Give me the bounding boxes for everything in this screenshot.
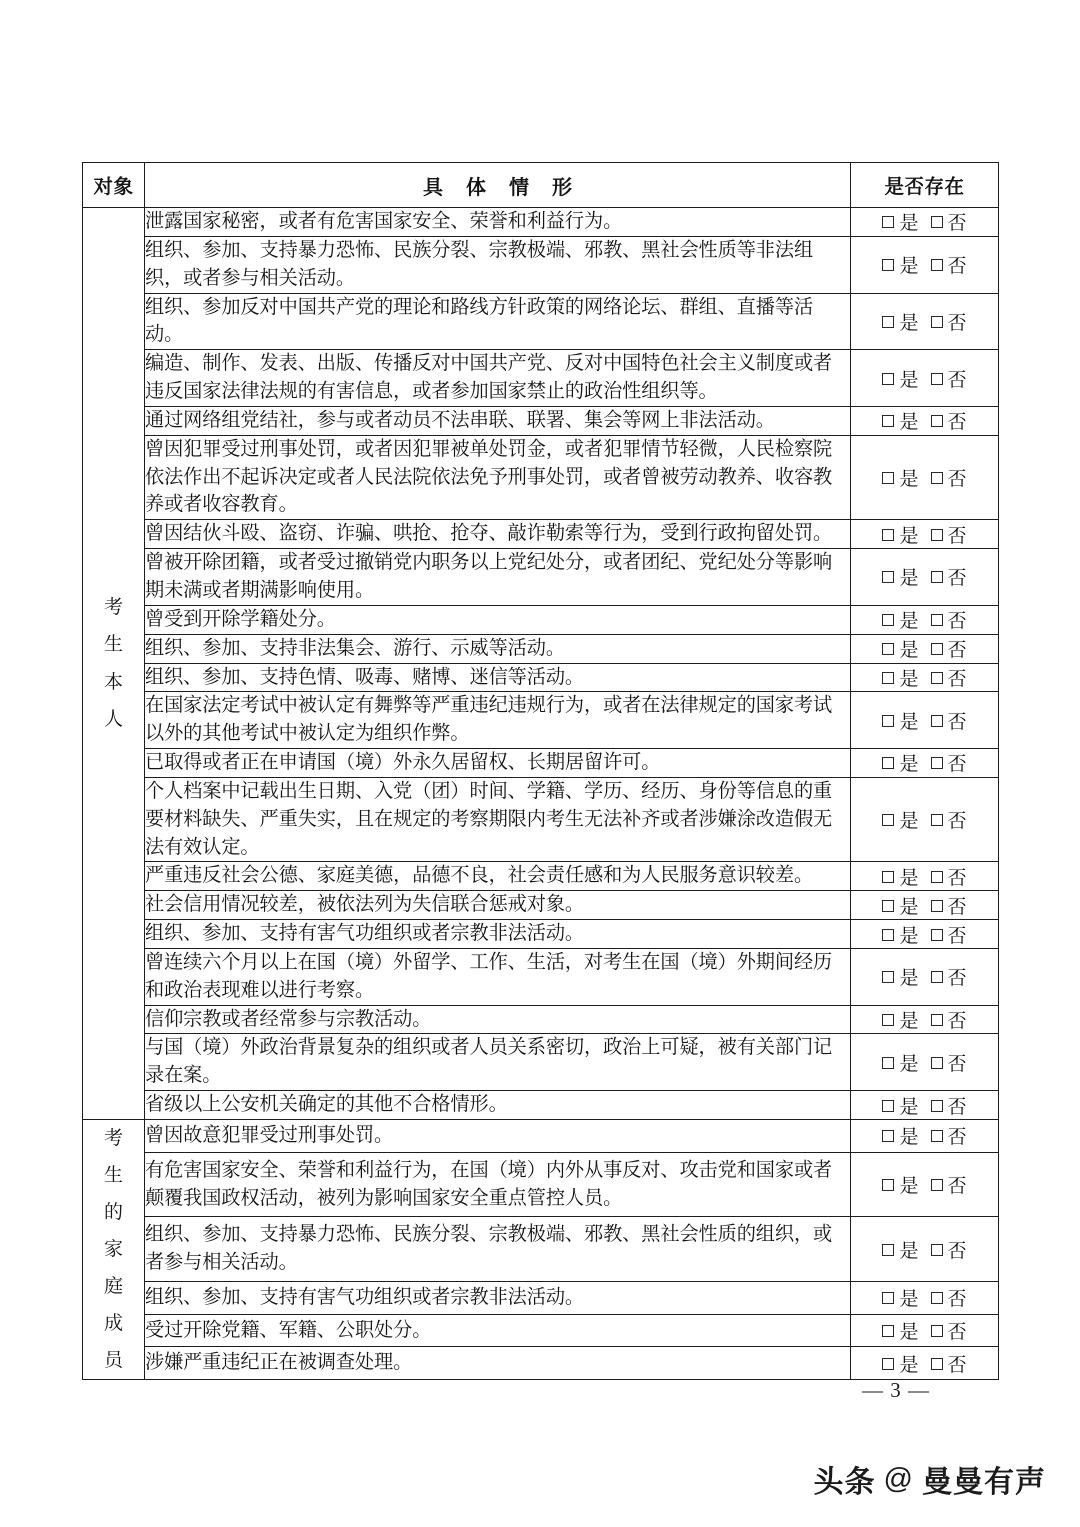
option-label-no: 否 <box>947 256 967 278</box>
option-label-yes: 是 <box>899 711 919 733</box>
option-label-yes: 是 <box>899 668 919 690</box>
answer-option-yes[interactable] <box>882 308 918 335</box>
table-row <box>83 663 999 692</box>
option-label-yes: 是 <box>899 1053 919 1075</box>
answer-option-yes[interactable] <box>882 892 918 919</box>
table-row <box>83 777 999 862</box>
answer-cell <box>851 634 999 663</box>
table-row <box>83 862 999 891</box>
answer-option-no[interactable] <box>931 464 967 491</box>
option-label-yes: 是 <box>899 568 919 590</box>
checkbox-no-icon[interactable] <box>931 316 943 328</box>
answer-option-yes[interactable] <box>882 407 918 434</box>
checkbox-no-icon[interactable] <box>931 1130 943 1142</box>
watermark-account: 曼曼有声 <box>922 1466 1046 1499</box>
condition-text: 省级以上公安机关确定的其他不合格情形。 <box>145 1091 851 1120</box>
checkbox-yes-icon[interactable] <box>882 814 894 826</box>
answer-option-no[interactable] <box>931 208 967 235</box>
option-label-no: 否 <box>947 1096 967 1118</box>
table-row <box>83 1005 999 1034</box>
answer-option-no[interactable] <box>931 1092 967 1119</box>
answer-cell <box>851 1034 999 1091</box>
option-label-yes: 是 <box>899 369 919 391</box>
table-row <box>83 891 999 920</box>
option-label-no: 否 <box>947 1289 967 1311</box>
answer-option-yes[interactable] <box>882 863 918 890</box>
answer-cell <box>851 1005 999 1034</box>
answer-option-no[interactable] <box>931 1122 967 1149</box>
answer-cell <box>851 350 999 407</box>
option-label-yes: 是 <box>899 896 919 918</box>
condition-text: 与国（境）外政治背景复杂的组织或者人员关系密切，政治上可疑，被有关部门记录在案。 <box>145 1034 851 1091</box>
condition-text: 组织、参加、支持有害气功组织或者宗教非法活动。 <box>145 1281 851 1314</box>
answer-option-yes[interactable] <box>882 464 918 491</box>
option-label-yes: 是 <box>899 256 919 278</box>
answer-option-yes[interactable] <box>882 963 918 990</box>
answer-option-yes[interactable] <box>882 1350 918 1377</box>
condition-text: 曾受到开除学籍处分。 <box>145 605 851 634</box>
checkbox-yes-icon[interactable] <box>882 1292 894 1304</box>
answer-cell <box>851 862 999 891</box>
table-row <box>83 1347 999 1380</box>
answer-cell <box>851 891 999 920</box>
option-label-no: 否 <box>947 412 967 434</box>
option-label-no: 否 <box>947 711 967 733</box>
condition-text: 组织、参加、支持非法集会、游行、示威等活动。 <box>145 634 851 663</box>
option-label-yes: 是 <box>899 640 919 662</box>
answer-option-no[interactable] <box>931 251 967 278</box>
option-label-yes: 是 <box>899 312 919 334</box>
answer-option-no[interactable] <box>931 1350 967 1377</box>
answer-option-no[interactable] <box>931 1236 967 1263</box>
checkbox-no-icon[interactable] <box>931 1325 943 1337</box>
answer-option-yes[interactable] <box>882 251 918 278</box>
checkbox-yes-icon[interactable] <box>882 316 894 328</box>
answer-option-no[interactable] <box>931 664 967 691</box>
condition-text: 通过网络组党结社，参与或者动员不法串联、联署、集会等网上非法活动。 <box>145 406 851 435</box>
table-row <box>83 1152 999 1217</box>
answer-option-yes[interactable] <box>882 606 918 633</box>
option-label-yes: 是 <box>899 525 919 547</box>
table-row <box>83 749 999 778</box>
option-label-no: 否 <box>947 1240 967 1262</box>
table-row <box>83 435 999 520</box>
condition-text: 组织、参加、支持有害气功组织或者宗教非法活动。 <box>145 920 851 949</box>
table-row <box>83 634 999 663</box>
option-label-yes: 是 <box>899 1011 919 1033</box>
checkbox-no-icon[interactable] <box>931 971 943 983</box>
option-label-yes: 是 <box>899 1322 919 1344</box>
answer-cell <box>851 520 999 549</box>
checkbox-no-icon[interactable] <box>931 871 943 883</box>
watermark-brand: 头条 <box>813 1466 876 1499</box>
option-label-no: 否 <box>947 1011 967 1033</box>
answer-option-no[interactable] <box>931 635 967 662</box>
option-label-no: 否 <box>947 213 967 235</box>
table-row <box>83 350 999 407</box>
condition-text: 严重违反社会公德、家庭美德，品德不良，社会责任感和为人民服务意识较差。 <box>145 862 851 891</box>
condition-text: 曾被开除团籍，或者受过撤销党内职务以上党纪处分，或者团纪、党纪处分等影响期未满或者期满影响使用。 <box>145 549 851 606</box>
checkbox-yes-icon[interactable] <box>882 672 894 684</box>
option-label-yes: 是 <box>899 754 919 776</box>
checkbox-no-icon[interactable] <box>931 1014 943 1026</box>
answer-option-no[interactable] <box>931 863 967 890</box>
table-header-row <box>83 163 999 208</box>
answer-cell <box>851 435 999 520</box>
table-row <box>83 1217 999 1282</box>
answer-option-no[interactable] <box>931 1171 967 1198</box>
answer-cell <box>851 208 999 237</box>
checkbox-yes-icon[interactable] <box>882 715 894 727</box>
table-row <box>83 520 999 549</box>
condition-text: 已取得或者正在申请国（境）外永久居留权、长期居留许可。 <box>145 749 851 778</box>
option-label-no: 否 <box>947 896 967 918</box>
condition-text: 有危害国家安全、荣誉和利益行为，在国（境）内外从事反对、攻击党和国家或者颠覆我国政权活动，被列为影响国家安全重点管控人员。 <box>145 1152 851 1217</box>
answer-option-no[interactable] <box>931 707 967 734</box>
option-label-no: 否 <box>947 811 967 833</box>
answer-option-yes[interactable] <box>882 563 918 590</box>
option-label-no: 否 <box>947 525 967 547</box>
condition-text: 曾因犯罪受过刑事处罚，或者因犯罪被单处罚金，或者犯罪情节轻微，人民检察院依法作出不起诉决定或者人民法院依法免予刑事处罚，或者曾被劳动教养、收容教养或者收容教育。 <box>145 435 851 520</box>
checkbox-no-icon[interactable] <box>931 929 943 941</box>
answer-option-no[interactable] <box>931 749 967 776</box>
checkbox-yes-icon[interactable] <box>882 1358 894 1370</box>
condition-text: 组织、参加、支持暴力恐怖、民族分裂、宗教极端、邪教、黑社会性质的组织，或者参与相关活动。 <box>145 1217 851 1282</box>
answer-option-yes[interactable] <box>882 1092 918 1119</box>
checkbox-yes-icon[interactable] <box>882 1244 894 1256</box>
answer-cell <box>851 1281 999 1314</box>
table-row <box>83 692 999 749</box>
answer-option-yes[interactable] <box>882 806 918 833</box>
condition-text: 曾因故意犯罪受过刑事处罚。 <box>145 1120 851 1153</box>
checkbox-yes-icon[interactable] <box>882 571 894 583</box>
header-description: 具 体 情 形 <box>145 163 851 208</box>
condition-text: 组织、参加、支持色情、吸毒、赌博、迷信等活动。 <box>145 663 851 692</box>
answer-option-yes[interactable] <box>882 1122 918 1149</box>
checkbox-no-icon[interactable] <box>931 715 943 727</box>
table-row <box>83 1120 999 1153</box>
answer-option-no[interactable] <box>931 365 967 392</box>
answer-cell <box>851 293 999 350</box>
header-object: 对象 <box>83 163 145 208</box>
answer-cell <box>851 1347 999 1380</box>
option-label-no: 否 <box>947 1127 967 1149</box>
checkbox-no-icon[interactable] <box>931 614 943 626</box>
option-label-yes: 是 <box>899 968 919 990</box>
answer-cell <box>851 1314 999 1347</box>
checkbox-yes-icon[interactable] <box>882 871 894 883</box>
answer-option-no[interactable] <box>931 1284 967 1311</box>
answer-option-no[interactable] <box>931 1049 967 1076</box>
option-label-yes: 是 <box>899 412 919 434</box>
condition-text: 在国家法定考试中被认定有舞弊等严重违纪违规行为，或者在法律规定的国家考试以外的其他考试中被认定为组织作弊。 <box>145 692 851 749</box>
checkbox-yes-icon[interactable] <box>882 216 894 228</box>
answer-cell <box>851 1217 999 1282</box>
table-row <box>83 236 999 293</box>
checkbox-no-icon[interactable] <box>931 757 943 769</box>
answer-option-yes[interactable] <box>882 1236 918 1263</box>
condition-text: 编造、制作、发表、出版、传播反对中国共产党、反对中国特色社会主义制度或者违反国家法律法规的有害信息，或者参加国家禁止的政治性组织等。 <box>145 350 851 407</box>
option-label-yes: 是 <box>899 925 919 947</box>
answer-option-no[interactable] <box>931 1006 967 1033</box>
condition-text: 泄露国家秘密，或者有危害国家安全、荣誉和利益行为。 <box>145 208 851 237</box>
answer-cell <box>851 1091 999 1120</box>
option-label-yes: 是 <box>899 469 919 491</box>
answer-option-no[interactable] <box>931 1317 967 1344</box>
answer-cell <box>851 1120 999 1153</box>
table-row <box>83 1314 999 1347</box>
checkbox-no-icon[interactable] <box>931 1057 943 1069</box>
option-label-yes: 是 <box>899 867 919 889</box>
table-row <box>83 293 999 350</box>
section-label-text: 考生的家庭成员 <box>103 1128 123 1372</box>
checkbox-yes-icon[interactable] <box>882 929 894 941</box>
checkbox-yes-icon[interactable] <box>882 1100 894 1112</box>
checkbox-no-icon[interactable] <box>931 1179 943 1191</box>
table-row <box>83 1091 999 1120</box>
answer-option-yes[interactable] <box>882 208 918 235</box>
answer-option-yes[interactable] <box>882 521 918 548</box>
condition-text: 个人档案中记载出生日期、入党（团）时间、学籍、学历、经历、身份等信息的重要材料缺失、严重失实，且在规定的考察期限内考生无法补齐或者涉嫌涂改造假无法有效认定。 <box>145 777 851 862</box>
answer-option-no[interactable] <box>931 606 967 633</box>
checkbox-no-icon[interactable] <box>931 571 943 583</box>
option-label-yes: 是 <box>899 1096 919 1118</box>
condition-text: 受过开除党籍、军籍、公职处分。 <box>145 1314 851 1347</box>
checkbox-no-icon[interactable] <box>931 415 943 427</box>
checkbox-yes-icon[interactable] <box>882 1014 894 1026</box>
checkbox-yes-icon[interactable] <box>882 1179 894 1191</box>
section-label-2 <box>83 1120 145 1380</box>
answer-cell <box>851 663 999 692</box>
option-label-yes: 是 <box>899 1240 919 1262</box>
condition-text: 曾因结伙斗殴、盗窃、诈骗、哄抢、抢夺、敲诈勒索等行为，受到行政拘留处罚。 <box>145 520 851 549</box>
option-label-no: 否 <box>947 968 967 990</box>
option-label-no: 否 <box>947 1053 967 1075</box>
checkbox-yes-icon[interactable] <box>882 529 894 541</box>
answer-option-yes[interactable] <box>882 749 918 776</box>
checkbox-yes-icon[interactable] <box>882 415 894 427</box>
header-answer: 是否存在 <box>851 163 999 208</box>
answer-cell <box>851 777 999 862</box>
option-label-no: 否 <box>947 1322 967 1344</box>
page-number: — 3 — <box>862 1378 930 1402</box>
answer-option-yes[interactable] <box>882 1171 918 1198</box>
checkbox-yes-icon[interactable] <box>882 900 894 912</box>
table-row <box>83 920 999 949</box>
answer-cell <box>851 1152 999 1217</box>
answer-cell <box>851 605 999 634</box>
watermark <box>814 1457 1046 1501</box>
checkbox-yes-icon[interactable] <box>882 1130 894 1142</box>
answer-option-yes[interactable] <box>882 921 918 948</box>
option-label-no: 否 <box>947 611 967 633</box>
checkbox-no-icon[interactable] <box>931 672 943 684</box>
table-row <box>83 1034 999 1091</box>
checkbox-no-icon[interactable] <box>931 529 943 541</box>
checkbox-yes-icon[interactable] <box>882 259 894 271</box>
condition-text: 涉嫌严重违纪正在被调查处理。 <box>145 1347 851 1380</box>
table-row <box>83 406 999 435</box>
option-label-no: 否 <box>947 867 967 889</box>
condition-text: 社会信用情况较差，被依法列为失信联合惩戒对象。 <box>145 891 851 920</box>
option-label-yes: 是 <box>899 811 919 833</box>
table-row <box>83 948 999 1005</box>
checkbox-no-icon[interactable] <box>931 814 943 826</box>
answer-option-no[interactable] <box>931 521 967 548</box>
option-label-no: 否 <box>947 754 967 776</box>
answer-option-yes[interactable] <box>882 664 918 691</box>
option-label-yes: 是 <box>899 1127 919 1149</box>
checkbox-no-icon[interactable] <box>931 216 943 228</box>
option-label-yes: 是 <box>899 213 919 235</box>
answer-cell <box>851 920 999 949</box>
condition-text: 曾连续六个月以上在国（境）外留学、工作、生活，对考生在国（境）外期间经历和政治表现难以进行考察。 <box>145 948 851 1005</box>
option-label-no: 否 <box>947 668 967 690</box>
table-row <box>83 208 999 237</box>
answer-option-no[interactable] <box>931 921 967 948</box>
answer-option-yes[interactable] <box>882 365 918 392</box>
answer-cell <box>851 948 999 1005</box>
checkbox-yes-icon[interactable] <box>882 472 894 484</box>
checkbox-yes-icon[interactable] <box>882 971 894 983</box>
section-label-1 <box>83 208 145 1120</box>
option-label-yes: 是 <box>899 1354 919 1376</box>
answer-cell <box>851 549 999 606</box>
option-label-no: 否 <box>947 568 967 590</box>
checkbox-no-icon[interactable] <box>931 1244 943 1256</box>
political-review-table <box>82 162 999 1380</box>
checkbox-no-icon[interactable] <box>931 643 943 655</box>
checkbox-yes-icon[interactable] <box>882 614 894 626</box>
section-label-text: 考生本人 <box>103 597 123 730</box>
option-label-no: 否 <box>947 1176 967 1198</box>
checkbox-yes-icon[interactable] <box>882 1325 894 1337</box>
answer-cell <box>851 692 999 749</box>
option-label-yes: 是 <box>899 1289 919 1311</box>
answer-cell <box>851 749 999 778</box>
checkbox-no-icon[interactable] <box>931 1100 943 1112</box>
answer-option-yes[interactable] <box>882 707 918 734</box>
table-row <box>83 605 999 634</box>
answer-option-no[interactable] <box>931 407 967 434</box>
answer-option-no[interactable] <box>931 563 967 590</box>
table-row <box>83 1281 999 1314</box>
checkbox-yes-icon[interactable] <box>882 643 894 655</box>
table-row <box>83 549 999 606</box>
checkbox-yes-icon[interactable] <box>882 757 894 769</box>
checkbox-yes-icon[interactable] <box>882 1057 894 1069</box>
option-label-no: 否 <box>947 369 967 391</box>
option-label-no: 否 <box>947 312 967 334</box>
option-label-no: 否 <box>947 1354 967 1376</box>
watermark-at-sign: @ <box>883 1462 914 1495</box>
checkbox-no-icon[interactable] <box>931 373 943 385</box>
checkbox-no-icon[interactable] <box>931 472 943 484</box>
answer-option-no[interactable] <box>931 806 967 833</box>
answer-option-no[interactable] <box>931 308 967 335</box>
option-label-yes: 是 <box>899 1176 919 1198</box>
answer-option-yes[interactable] <box>882 635 918 662</box>
condition-text: 组织、参加反对中国共产党的理论和路线方针政策的网络论坛、群组、直播等活动。 <box>145 293 851 350</box>
checkbox-yes-icon[interactable] <box>882 373 894 385</box>
condition-text: 信仰宗教或者经常参与宗教活动。 <box>145 1005 851 1034</box>
option-label-no: 否 <box>947 640 967 662</box>
checkbox-no-icon[interactable] <box>931 1292 943 1304</box>
checkbox-no-icon[interactable] <box>931 259 943 271</box>
answer-option-no[interactable] <box>931 963 967 990</box>
answer-cell <box>851 236 999 293</box>
answer-option-yes[interactable] <box>882 1317 918 1344</box>
condition-text: 组织、参加、支持暴力恐怖、民族分裂、宗教极端、邪教、黑社会性质等非法组织，或者参与相关活动。 <box>145 236 851 293</box>
answer-option-yes[interactable] <box>882 1049 918 1076</box>
option-label-no: 否 <box>947 925 967 947</box>
option-label-yes: 是 <box>899 611 919 633</box>
answer-cell <box>851 406 999 435</box>
answer-option-no[interactable] <box>931 892 967 919</box>
answer-option-yes[interactable] <box>882 1284 918 1311</box>
answer-option-yes[interactable] <box>882 1006 918 1033</box>
option-label-no: 否 <box>947 469 967 491</box>
checkbox-no-icon[interactable] <box>931 1358 943 1370</box>
checkbox-no-icon[interactable] <box>931 900 943 912</box>
